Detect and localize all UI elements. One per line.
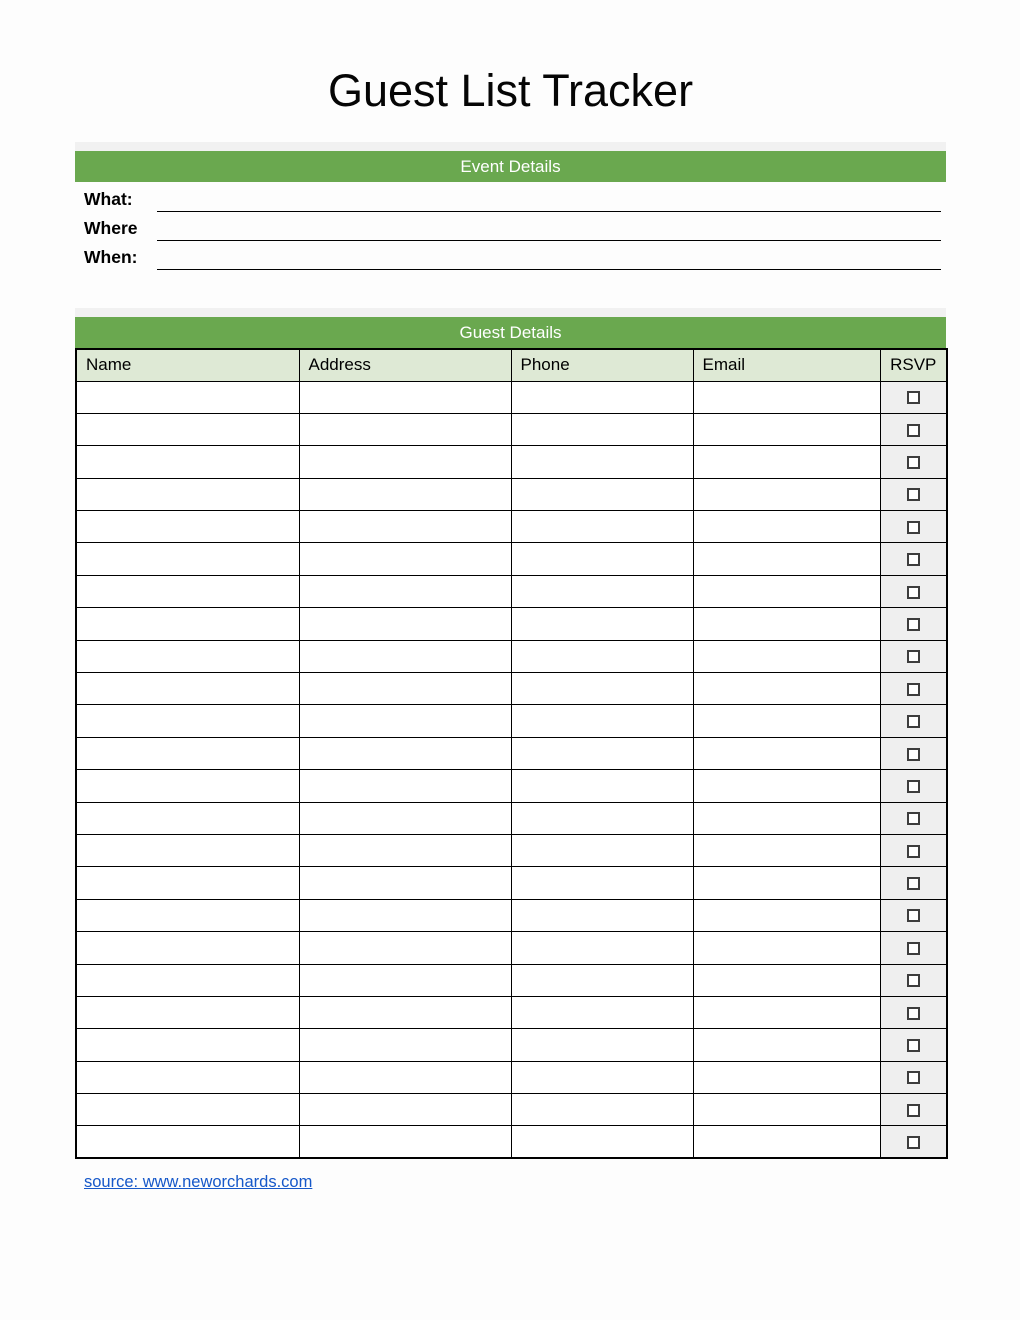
column-header-rsvp: RSVP bbox=[880, 349, 947, 381]
guest-phone-cell[interactable] bbox=[511, 996, 693, 1028]
source-link[interactable]: source: www.neworchards.com bbox=[84, 1173, 313, 1192]
guest-phone-cell[interactable] bbox=[511, 932, 693, 964]
rsvp-checkbox[interactable] bbox=[907, 974, 920, 987]
guest-rsvp-cell bbox=[880, 996, 947, 1028]
rsvp-checkbox[interactable] bbox=[907, 1136, 920, 1149]
guest-rsvp-cell bbox=[880, 381, 947, 413]
guest-email-cell[interactable] bbox=[693, 608, 880, 640]
guest-email-cell[interactable] bbox=[693, 1094, 880, 1126]
guest-email-cell[interactable] bbox=[693, 543, 880, 575]
guest-address-cell[interactable] bbox=[299, 608, 511, 640]
guest-address-cell[interactable] bbox=[299, 1126, 511, 1158]
guest-phone-cell[interactable] bbox=[511, 1126, 693, 1158]
guest-rsvp-cell bbox=[880, 673, 947, 705]
guest-name-cell[interactable] bbox=[76, 640, 299, 672]
rsvp-checkbox[interactable] bbox=[907, 456, 920, 469]
guest-phone-cell[interactable] bbox=[511, 964, 693, 996]
table-row bbox=[76, 802, 947, 834]
header-row bbox=[76, 349, 947, 381]
rsvp-checkbox[interactable] bbox=[907, 586, 920, 599]
guest-name-cell[interactable] bbox=[76, 932, 299, 964]
rsvp-checkbox[interactable] bbox=[907, 780, 920, 793]
guest-address-cell[interactable] bbox=[299, 673, 511, 705]
guest-name-cell[interactable] bbox=[76, 575, 299, 607]
guest-rsvp-cell bbox=[880, 575, 947, 607]
guest-email-cell[interactable] bbox=[693, 446, 880, 478]
table-row bbox=[76, 446, 947, 478]
table-row bbox=[76, 770, 947, 802]
guest-address-cell[interactable] bbox=[299, 640, 511, 672]
guest-email-cell[interactable] bbox=[693, 834, 880, 866]
guest-name-cell[interactable] bbox=[76, 1126, 299, 1158]
guest-details-header-label: Guest Details bbox=[459, 322, 562, 342]
rsvp-checkbox[interactable] bbox=[907, 618, 920, 631]
guest-email-cell[interactable] bbox=[693, 1061, 880, 1093]
guest-name-cell[interactable] bbox=[76, 608, 299, 640]
table-row bbox=[76, 1061, 947, 1093]
guest-rsvp-cell bbox=[880, 446, 947, 478]
table-row bbox=[76, 381, 947, 413]
guest-name-cell[interactable] bbox=[76, 1029, 299, 1061]
guest-details-header-bar bbox=[75, 317, 946, 348]
guest-rsvp-cell bbox=[880, 478, 947, 510]
table-row bbox=[76, 413, 947, 445]
guest-table-body bbox=[76, 381, 947, 1158]
when-label: When: bbox=[84, 246, 138, 267]
guest-rsvp-cell bbox=[880, 737, 947, 769]
guest-email-cell[interactable] bbox=[693, 1029, 880, 1061]
page-title: Guest List Tracker bbox=[327, 65, 694, 116]
rsvp-checkbox[interactable] bbox=[907, 391, 920, 404]
rsvp-checkbox[interactable] bbox=[907, 845, 920, 858]
guest-name-cell[interactable] bbox=[76, 511, 299, 543]
guest-email-cell[interactable] bbox=[693, 964, 880, 996]
guest-rsvp-cell bbox=[880, 932, 947, 964]
rsvp-checkbox[interactable] bbox=[907, 812, 920, 825]
guest-email-cell[interactable] bbox=[693, 996, 880, 1028]
spacer bbox=[75, 118, 946, 142]
guest-phone-cell[interactable] bbox=[511, 867, 693, 899]
guest-rsvp-cell bbox=[880, 867, 947, 899]
field-row-what bbox=[75, 183, 946, 212]
column-header-name: Name bbox=[76, 349, 299, 381]
when-field-line[interactable] bbox=[157, 248, 941, 270]
where-field-line[interactable] bbox=[157, 219, 941, 241]
guest-details-top-strip bbox=[75, 308, 946, 317]
table-row bbox=[76, 1094, 947, 1126]
rsvp-checkbox[interactable] bbox=[907, 942, 920, 955]
guest-rsvp-cell bbox=[880, 1126, 947, 1158]
guest-rsvp-cell bbox=[880, 1061, 947, 1093]
document-content bbox=[75, 0, 946, 1192]
guest-rsvp-cell bbox=[880, 413, 947, 445]
guest-rsvp-cell bbox=[880, 1094, 947, 1126]
guest-address-cell[interactable] bbox=[299, 1029, 511, 1061]
guest-email-cell[interactable] bbox=[693, 705, 880, 737]
guest-email-cell[interactable] bbox=[693, 899, 880, 931]
table-row bbox=[76, 899, 947, 931]
table-row bbox=[76, 478, 947, 510]
guest-address-cell[interactable] bbox=[299, 1094, 511, 1126]
event-details-top-strip bbox=[75, 142, 946, 151]
guest-name-cell[interactable] bbox=[76, 1094, 299, 1126]
guest-address-cell[interactable] bbox=[299, 1061, 511, 1093]
table-row bbox=[76, 705, 947, 737]
guest-address-cell[interactable] bbox=[299, 413, 511, 445]
guest-rsvp-cell bbox=[880, 770, 947, 802]
table-row bbox=[76, 543, 947, 575]
guest-phone-cell[interactable] bbox=[511, 413, 693, 445]
rsvp-checkbox[interactable] bbox=[907, 877, 920, 890]
rsvp-checkbox[interactable] bbox=[907, 650, 920, 663]
guest-email-cell[interactable] bbox=[693, 802, 880, 834]
guest-email-cell[interactable] bbox=[693, 737, 880, 769]
guest-name-cell[interactable] bbox=[76, 964, 299, 996]
table-row bbox=[76, 834, 947, 866]
rsvp-checkbox[interactable] bbox=[907, 553, 920, 566]
guest-email-cell[interactable] bbox=[693, 478, 880, 510]
guest-address-cell[interactable] bbox=[299, 737, 511, 769]
guest-rsvp-cell bbox=[880, 899, 947, 931]
guest-address-cell[interactable] bbox=[299, 543, 511, 575]
table-row bbox=[76, 640, 947, 672]
event-details-fields bbox=[75, 182, 946, 270]
guest-address-cell[interactable] bbox=[299, 996, 511, 1028]
guest-phone-cell[interactable] bbox=[511, 673, 693, 705]
guest-phone-cell[interactable] bbox=[511, 381, 693, 413]
guest-phone-cell[interactable] bbox=[511, 1061, 693, 1093]
guest-rsvp-cell bbox=[880, 834, 947, 866]
guest-email-cell[interactable] bbox=[693, 770, 880, 802]
guest-email-cell[interactable] bbox=[693, 640, 880, 672]
guest-address-cell[interactable] bbox=[299, 511, 511, 543]
guest-rsvp-cell bbox=[880, 964, 947, 996]
guest-phone-cell[interactable] bbox=[511, 446, 693, 478]
guest-email-cell[interactable] bbox=[693, 673, 880, 705]
guest-email-cell[interactable] bbox=[693, 575, 880, 607]
guest-name-cell[interactable] bbox=[76, 413, 299, 445]
guest-address-cell[interactable] bbox=[299, 770, 511, 802]
table-row bbox=[76, 673, 947, 705]
rsvp-checkbox[interactable] bbox=[907, 1071, 920, 1084]
guest-name-cell[interactable] bbox=[76, 673, 299, 705]
rsvp-checkbox[interactable] bbox=[907, 1104, 920, 1117]
table-row bbox=[76, 1029, 947, 1061]
table-row bbox=[76, 996, 947, 1028]
guest-phone-cell[interactable] bbox=[511, 1029, 693, 1061]
rsvp-checkbox[interactable] bbox=[907, 521, 920, 534]
guest-name-cell[interactable] bbox=[76, 834, 299, 866]
guest-phone-cell[interactable] bbox=[511, 770, 693, 802]
guest-address-cell[interactable] bbox=[299, 575, 511, 607]
event-details-header-label: Event Details bbox=[460, 156, 561, 176]
guest-address-cell[interactable] bbox=[299, 899, 511, 931]
guest-address-cell[interactable] bbox=[299, 381, 511, 413]
rsvp-checkbox[interactable] bbox=[907, 683, 920, 696]
rsvp-checkbox[interactable] bbox=[907, 424, 920, 437]
guest-email-cell[interactable] bbox=[693, 867, 880, 899]
guest-rsvp-cell bbox=[880, 705, 947, 737]
field-row-where bbox=[75, 212, 946, 241]
guest-name-cell[interactable] bbox=[76, 446, 299, 478]
guest-phone-cell[interactable] bbox=[511, 608, 693, 640]
guest-email-cell[interactable] bbox=[693, 413, 880, 445]
guest-email-cell[interactable] bbox=[693, 1126, 880, 1158]
guest-name-cell[interactable] bbox=[76, 802, 299, 834]
guest-name-cell[interactable] bbox=[76, 867, 299, 899]
rsvp-checkbox[interactable] bbox=[907, 748, 920, 761]
table-row bbox=[76, 932, 947, 964]
guest-table bbox=[75, 348, 948, 1159]
table-row bbox=[76, 867, 947, 899]
table-row bbox=[76, 608, 947, 640]
guest-table-header bbox=[76, 349, 947, 381]
guest-name-cell[interactable] bbox=[76, 381, 299, 413]
field-row-when bbox=[75, 241, 946, 270]
guest-name-cell[interactable] bbox=[76, 996, 299, 1028]
guest-email-cell[interactable] bbox=[693, 932, 880, 964]
where-label: Where bbox=[84, 217, 138, 238]
guest-phone-cell[interactable] bbox=[511, 511, 693, 543]
column-header-phone: Phone bbox=[511, 349, 693, 381]
guest-phone-cell[interactable] bbox=[511, 834, 693, 866]
guest-phone-cell[interactable] bbox=[511, 575, 693, 607]
guest-phone-cell[interactable] bbox=[511, 478, 693, 510]
what-label: What: bbox=[84, 188, 133, 209]
guest-rsvp-cell bbox=[880, 802, 947, 834]
guest-phone-cell[interactable] bbox=[511, 899, 693, 931]
guest-phone-cell[interactable] bbox=[511, 543, 693, 575]
guest-rsvp-cell bbox=[880, 608, 947, 640]
table-row bbox=[76, 511, 947, 543]
guest-address-cell[interactable] bbox=[299, 705, 511, 737]
guest-address-cell[interactable] bbox=[299, 446, 511, 478]
column-header-email: Email bbox=[693, 349, 880, 381]
event-details-header-bar bbox=[75, 151, 946, 182]
guest-rsvp-cell bbox=[880, 543, 947, 575]
column-header-address: Address bbox=[299, 349, 511, 381]
guest-address-cell[interactable] bbox=[299, 802, 511, 834]
guest-phone-cell[interactable] bbox=[511, 802, 693, 834]
what-field-line[interactable] bbox=[157, 190, 941, 212]
table-row bbox=[76, 1126, 947, 1158]
guest-rsvp-cell bbox=[880, 640, 947, 672]
guest-address-cell[interactable] bbox=[299, 964, 511, 996]
rsvp-checkbox[interactable] bbox=[907, 1007, 920, 1020]
rsvp-checkbox[interactable] bbox=[907, 488, 920, 501]
guest-phone-cell[interactable] bbox=[511, 640, 693, 672]
guest-address-cell[interactable] bbox=[299, 834, 511, 866]
guest-phone-cell[interactable] bbox=[511, 705, 693, 737]
guest-address-cell[interactable] bbox=[299, 867, 511, 899]
table-row bbox=[76, 737, 947, 769]
rsvp-checkbox[interactable] bbox=[907, 909, 920, 922]
rsvp-checkbox[interactable] bbox=[907, 715, 920, 728]
guest-name-cell[interactable] bbox=[76, 543, 299, 575]
guest-name-cell[interactable] bbox=[76, 737, 299, 769]
guest-name-cell[interactable] bbox=[76, 705, 299, 737]
guest-name-cell[interactable] bbox=[76, 478, 299, 510]
guest-name-cell[interactable] bbox=[76, 770, 299, 802]
guest-email-cell[interactable] bbox=[693, 381, 880, 413]
guest-email-cell[interactable] bbox=[693, 511, 880, 543]
guest-phone-cell[interactable] bbox=[511, 1094, 693, 1126]
guest-rsvp-cell bbox=[880, 511, 947, 543]
guest-address-cell[interactable] bbox=[299, 478, 511, 510]
table-row bbox=[76, 964, 947, 996]
table-row bbox=[76, 575, 947, 607]
guest-rsvp-cell bbox=[880, 1029, 947, 1061]
guest-name-cell[interactable] bbox=[76, 1061, 299, 1093]
spacer bbox=[75, 270, 946, 308]
guest-address-cell[interactable] bbox=[299, 932, 511, 964]
guest-name-cell[interactable] bbox=[76, 899, 299, 931]
guest-phone-cell[interactable] bbox=[511, 737, 693, 769]
rsvp-checkbox[interactable] bbox=[907, 1039, 920, 1052]
